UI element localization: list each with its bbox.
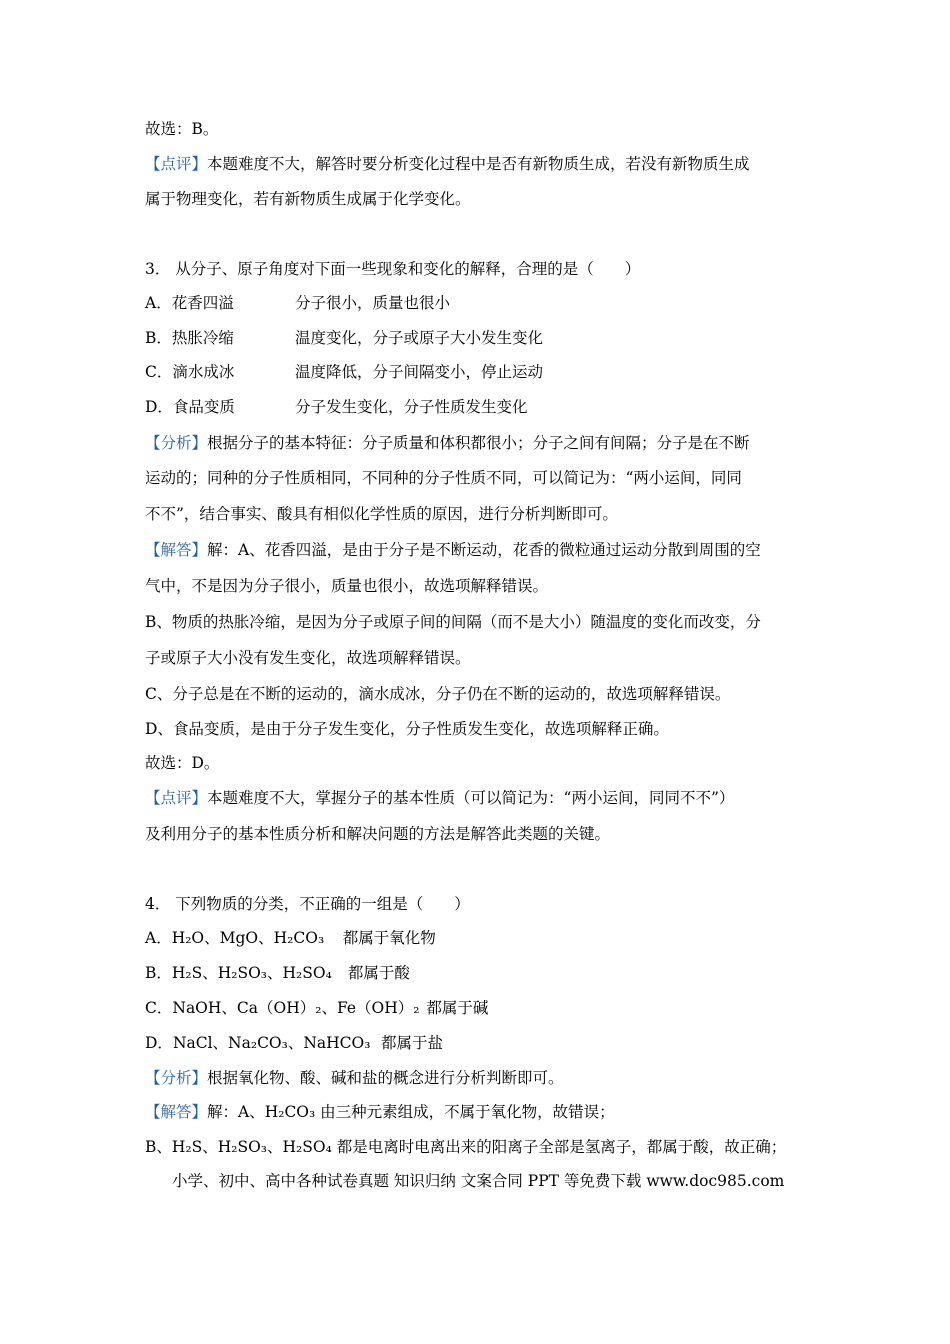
q3-comment-line-2: 及利用分子的基本性质分析和解决问题的方法是解答此类题的关键。: [145, 825, 611, 843]
solution-tag: 【解答】: [145, 541, 208, 559]
q4-option-b: [145, 962, 410, 984]
q4-solution-line-2: B、H₂S、H₂SO₃、H₂SO₄ 都是电离时电离出来的阳离子全部是氢离子，都属于酸，故正确；: [145, 1138, 787, 1156]
option-text: 温度降低，分子间隔变小，停止运动: [295, 363, 544, 381]
q3-answer: 故选：D。: [145, 754, 220, 772]
option-formula: H₂O、MgO、H₂CO₃: [171, 929, 325, 947]
option-label: B．: [145, 964, 172, 982]
q2-comment-line-2: 属于物理变化，若有新物质生成属于化学变化。: [145, 190, 471, 208]
solution-tag: 【解答】: [145, 1103, 208, 1121]
option-text: 分子发生变化，分子性质发生变化: [295, 398, 528, 416]
q3-option-d: [145, 396, 528, 418]
q3-solution-line-3: B、物质的热胀冷缩，是因为分子或原子间的间隔（而不是大小）随温度的变化而改变，分: [145, 613, 761, 631]
q3-analysis-line-3: 不不”，结合事实、酸具有相似化学性质的原因，进行分析判断即可。: [145, 505, 618, 523]
q3-analysis-line-1: [145, 432, 750, 454]
q2-comment-line-1: [145, 153, 750, 175]
q3-solution-line-6: D、食品变质，是由于分子发生变化，分子性质发生变化，故选项解释正确。: [145, 720, 669, 738]
q3-analysis-line-2: 运动的；同种的分子性质相同，不同种的分子性质不同，可以简记为：“两小运间，同同: [145, 469, 742, 487]
option-text: 都属于盐: [380, 1034, 443, 1052]
option-text: 都属于酸: [347, 964, 410, 982]
option-formula: NaCl、Na₂CO₃、NaHCO₃: [172, 1034, 371, 1052]
q3-comment-text-1: 本题难度不大，掌握分子的基本性质（可以简记为：“两小运间，同同不不”）: [207, 789, 735, 807]
option-label: D．: [145, 1034, 173, 1052]
q3-solution-line-5: C、分子总是在不断的运动的，滴水成冰，分子仍在不断的运动的，故选项解释错误。: [145, 685, 731, 703]
option-label: B．热胀冷缩: [145, 329, 234, 347]
q4-solution-line-1: [145, 1101, 615, 1123]
analysis-tag: 【分析】: [145, 1069, 208, 1087]
option-label: C．: [145, 999, 173, 1017]
q3-stem: 3． 从分子、原子角度对下面一些现象和变化的解释，合理的是（ ）: [145, 260, 641, 278]
q4-analysis-text-1: 根据氧化物、酸、碱和盐的概念进行分析判断即可。: [207, 1069, 564, 1087]
q3-analysis-text-1: 根据分子的基本特征：分子质量和体积都很小；分子之间有间隔；分子是在不断: [207, 434, 750, 452]
q2-answer: 故选：B。: [145, 120, 219, 138]
option-text: 温度变化，分子或原子大小发生变化: [295, 329, 544, 347]
q4-option-c: [145, 997, 488, 1019]
page-footer: 小学、初中、高中各种试卷真题 知识归纳 文案合同 PPT 等免费下载 www.doc985.com: [172, 1172, 785, 1190]
q3-option-c: [145, 361, 543, 383]
q4-solution-text-1: 解：A、H₂CO₃ 由三种元素组成，不属于氧化物，故错误；: [207, 1103, 615, 1121]
option-label: D．食品变质: [145, 398, 235, 416]
q3-option-b: [145, 327, 543, 349]
q4-stem: 4． 下列物质的分类，不正确的一组是（ ）: [145, 895, 470, 913]
q4-analysis-line-1: [145, 1067, 564, 1089]
option-text: 都属于碱: [426, 999, 489, 1017]
option-text: 都属于氧化物: [342, 929, 436, 947]
q3-solution-text-1: 解：A、花香四溢，是由于分子是不断运动，花香的微粒通过运动分散到周围的空: [207, 541, 761, 559]
option-formula: NaOH、Ca（OH）₂、Fe（OH）₂: [172, 999, 420, 1017]
option-label: C．滴水成冰: [145, 363, 235, 381]
q4-option-d: [145, 1032, 443, 1054]
q4-option-a: [145, 927, 436, 949]
q3-solution-line-1: [145, 539, 761, 561]
option-label: A．: [145, 929, 172, 947]
q3-comment-line-1: [145, 787, 734, 809]
q3-solution-line-2: 气中，不是因为分子很小，质量也很小，故选项解释错误。: [145, 577, 549, 595]
analysis-tag: 【分析】: [145, 434, 208, 452]
option-formula: H₂S、H₂SO₃、H₂SO₄: [171, 964, 332, 982]
comment-tag: 【点评】: [145, 155, 208, 173]
q3-option-a: [145, 292, 450, 314]
comment-tag: 【点评】: [145, 789, 208, 807]
q2-comment-text-1: 本题难度不大，解答时要分析变化过程中是否有新物质生成，若没有新物质生成: [207, 155, 750, 173]
q3-solution-line-4: 子或原子大小没有发生变化，故选项解释错误。: [145, 649, 471, 667]
option-label: A．花香四溢: [145, 294, 234, 312]
option-text: 分子很小，质量也很小: [295, 294, 451, 312]
